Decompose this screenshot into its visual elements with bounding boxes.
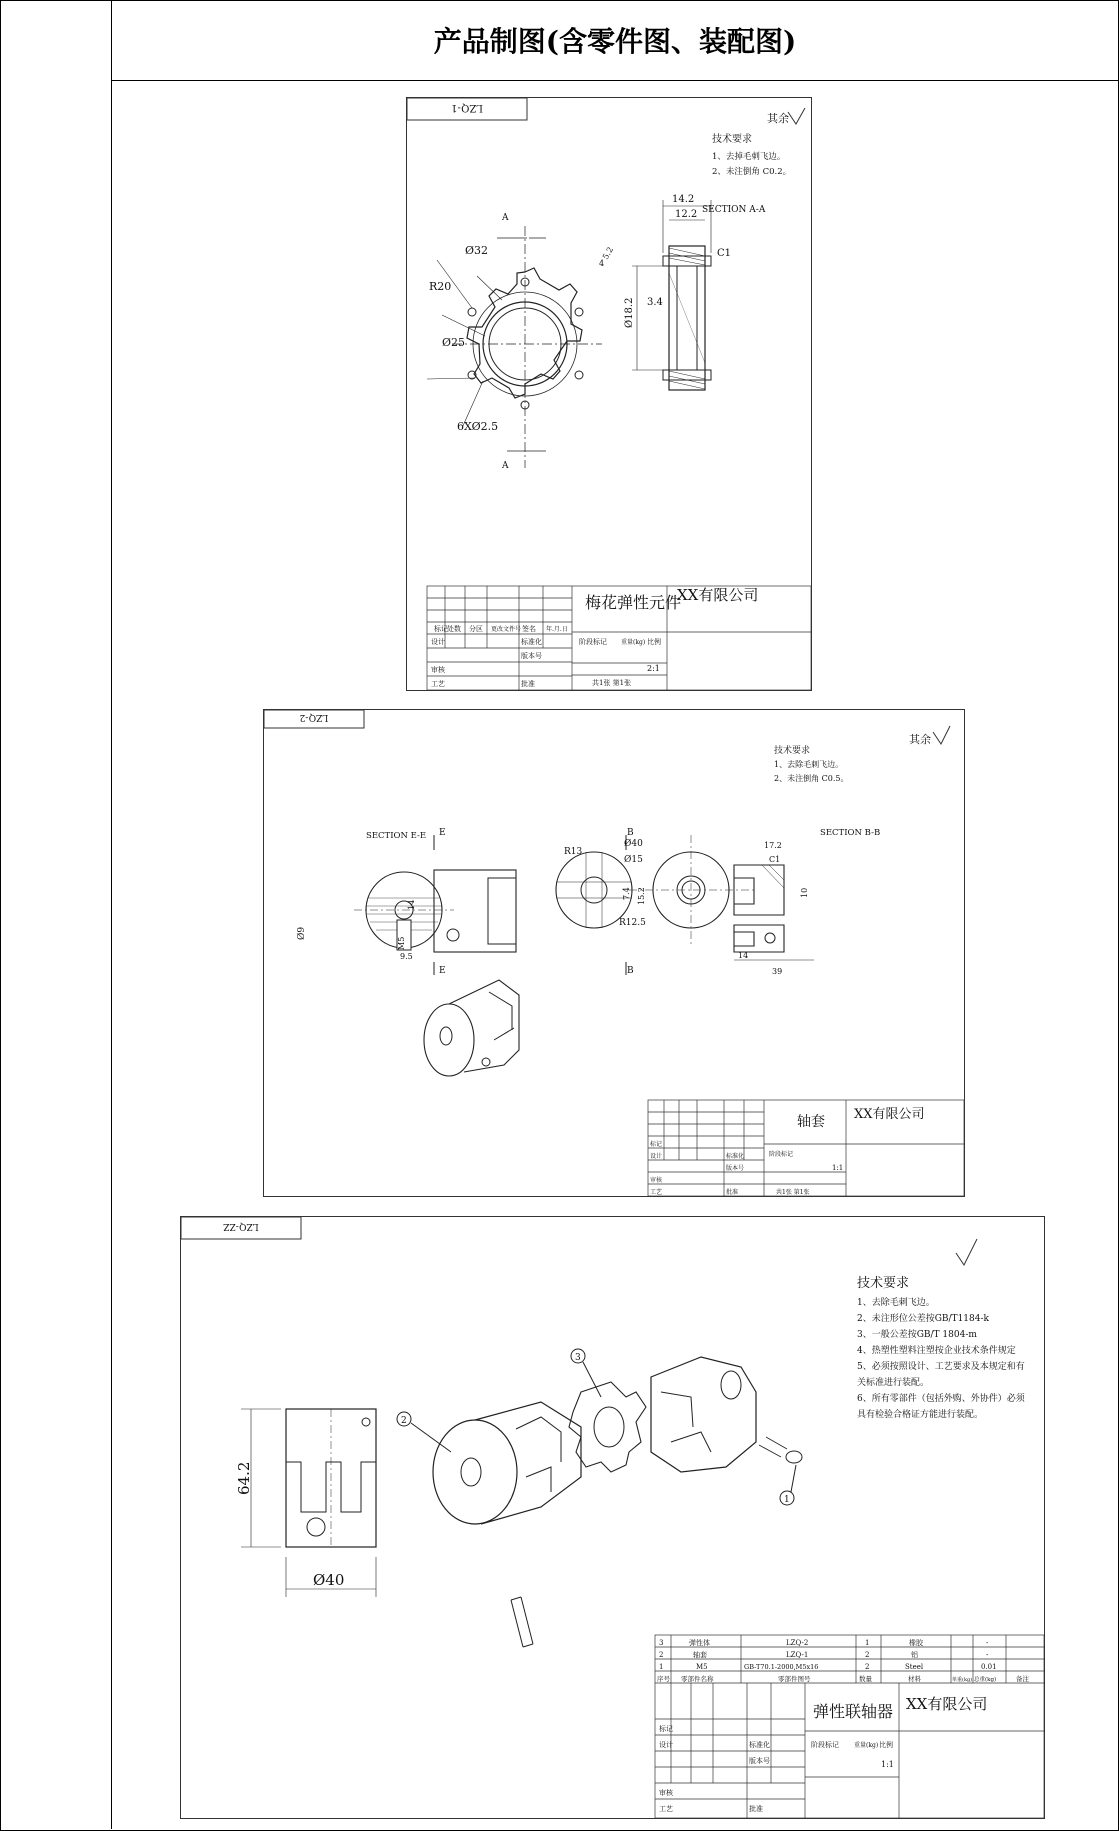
tb3-standard: 标准化 bbox=[749, 1741, 770, 1749]
sheet2-tech-title: 技术要求 bbox=[774, 746, 811, 756]
tb2-review: 审核 bbox=[650, 1177, 663, 1184]
tb3-mark: 标记 bbox=[659, 1725, 673, 1733]
roughness-icon bbox=[788, 108, 805, 124]
tb1-process: 工艺 bbox=[431, 680, 445, 688]
bom-r2-qty: 2 bbox=[865, 1651, 870, 1659]
tb2-mark: 标记 bbox=[650, 1141, 663, 1148]
dim-d40-assy: Ø40 bbox=[313, 1571, 345, 1589]
tb1-date: 年.月.日 bbox=[546, 626, 568, 633]
cut-label-b-bottom: B bbox=[627, 966, 634, 976]
side-view-e bbox=[434, 835, 516, 975]
tb1-mark: 标记 bbox=[434, 625, 448, 633]
bom-r3-code: LZQ-2 bbox=[786, 1639, 809, 1647]
sheet1-drawing bbox=[407, 98, 811, 690]
bom-r2-no: 2 bbox=[659, 1651, 664, 1659]
sheet2-scale: 1:1 bbox=[832, 1164, 844, 1172]
bom-r3-qty: 1 bbox=[865, 1639, 870, 1647]
sheet3-tech-line-1: 1、去除毛刺飞边。 bbox=[857, 1298, 935, 1308]
sheet3-company: XX有限公司 bbox=[906, 1695, 988, 1713]
dim-c1-b: C1 bbox=[769, 855, 781, 864]
tb1-doc: 更改文件号 bbox=[491, 626, 522, 633]
sheet3-tech-line-2: 2、未注形位公差按GB/T1184-k bbox=[857, 1314, 989, 1324]
sheet1-tech-title: 技术要求 bbox=[712, 134, 752, 145]
left-column bbox=[0, 0, 112, 1829]
roughness-icon bbox=[956, 1239, 977, 1265]
sheet1-tech-line-2: 2、未注倒角 C0.2。 bbox=[712, 167, 792, 177]
sheet1-code: LZQ-1 bbox=[451, 102, 483, 113]
page-title: 产品制图(含零件图、装配图) bbox=[112, 0, 1118, 81]
tb3-stage: 阶段标记 bbox=[811, 1741, 839, 1749]
bom-r2-name: 轴套 bbox=[693, 1651, 707, 1659]
tb2-standard: 标准化 bbox=[726, 1153, 745, 1160]
tb2-version: 版本号 bbox=[726, 1165, 745, 1172]
bom-r1-code: GB-T70.1-2000,M5x16 bbox=[744, 1663, 819, 1671]
dim-64-2: 64.2 bbox=[235, 1461, 253, 1495]
sheet3-tech-line-4: 4、热塑性塑料注塑按企业技术条件规定 bbox=[857, 1346, 1016, 1356]
sheet2-code: LZQ-2 bbox=[299, 712, 329, 722]
dim-r12-5: R12.5 bbox=[619, 918, 646, 928]
tb3-ratio: 比例 bbox=[879, 1741, 893, 1749]
section-b-b-view bbox=[734, 865, 814, 960]
sheet3-tech-line-5: 5、必须按照设计、工艺要求及本规定和有 bbox=[857, 1362, 1025, 1372]
bom-r3-no: 3 bbox=[659, 1639, 664, 1647]
dim-m5: M5 bbox=[397, 936, 406, 950]
bom-r1-no: 1 bbox=[659, 1663, 664, 1671]
dim-c1: C1 bbox=[717, 248, 732, 259]
sheet3-drawing bbox=[181, 1217, 1044, 1818]
balloon-1: 1 bbox=[784, 1495, 790, 1505]
sheet2-roughness: 其余 bbox=[909, 733, 931, 746]
balloon-2: 2 bbox=[401, 1416, 407, 1426]
tb1-zone: 分区 bbox=[469, 625, 483, 633]
sheet3-part-name: 弹性联轴器 bbox=[813, 1702, 894, 1721]
dim-d32: Ø32 bbox=[465, 244, 489, 257]
tb1-stage: 阶段标记 bbox=[579, 638, 607, 646]
cut-label-a-top: A bbox=[502, 213, 509, 223]
tb3-version: 版本号 bbox=[749, 1757, 770, 1765]
dim-12-2: 12.2 bbox=[675, 209, 698, 220]
bom-r3-material: 橡胶 bbox=[909, 1639, 923, 1647]
sheet2-tech-line-1: 1、去除毛刺飞边。 bbox=[774, 760, 844, 769]
tb1-sign: 签名 bbox=[522, 625, 536, 633]
dim-r13: R13 bbox=[564, 847, 583, 857]
dim-d15: Ø15 bbox=[624, 855, 643, 865]
cut-label-e-top: E bbox=[439, 828, 446, 838]
bom-h-material: 材料 bbox=[908, 1675, 921, 1683]
dim-5-2: 5.2 bbox=[600, 245, 616, 261]
dim-14-2: 14.2 bbox=[672, 194, 695, 205]
sheet3-tech-line-6: 关标准进行装配。 bbox=[857, 1378, 930, 1388]
sheet2-company: XX有限公司 bbox=[854, 1107, 925, 1122]
roughness-icon bbox=[933, 726, 950, 744]
sheet3-tech-title: 技术要求 bbox=[857, 1276, 910, 1291]
sheet3-scale: 1:1 bbox=[881, 1760, 894, 1769]
tb1-design: 设计 bbox=[431, 638, 445, 646]
tb2-design: 设计 bbox=[650, 1153, 663, 1160]
dim-d40: Ø40 bbox=[624, 839, 643, 849]
sheet1-tech-line-1: 1、去掉毛刺飞边。 bbox=[712, 152, 786, 162]
bom-r3-name: 弹性体 bbox=[689, 1639, 710, 1647]
sheet3-tech-line-8: 具有检验合格证方能进行装配。 bbox=[857, 1410, 984, 1420]
dim-d18-2: Ø18.2 bbox=[624, 297, 635, 328]
tb2-stage: 阶段标记 bbox=[769, 1151, 794, 1158]
drawing-sheet-3 bbox=[180, 1216, 1045, 1819]
assembly-front-view bbox=[241, 1409, 376, 1597]
sheet1-company: XX有限公司 bbox=[677, 586, 759, 604]
bom-r2-material: 铝 bbox=[911, 1651, 918, 1659]
sheet2-part-name: 轴套 bbox=[797, 1114, 825, 1130]
sheet2-drawing bbox=[264, 710, 964, 1196]
tb1-standard: 标准化 bbox=[521, 638, 542, 646]
bom-r2-total: - bbox=[986, 1651, 989, 1659]
dim-r20: R20 bbox=[429, 280, 452, 293]
dim-39: 39 bbox=[772, 967, 783, 976]
cut-label-b-top: B bbox=[627, 828, 634, 838]
bom-h-name: 零部件名称 bbox=[681, 1675, 714, 1683]
sheet1-section-label: SECTION A-A bbox=[702, 205, 766, 215]
section-a-a-view bbox=[632, 200, 711, 390]
bom-r1-total: 0.01 bbox=[981, 1663, 997, 1671]
dim-holes: 6XØ2.5 bbox=[457, 420, 499, 433]
dim-d25: Ø25 bbox=[442, 336, 466, 349]
balloon-3: 3 bbox=[575, 1353, 581, 1363]
drawing-sheet-1 bbox=[406, 97, 812, 691]
sheet3-tech-line-3: 3、一般公差按GB/T 1804-m bbox=[857, 1330, 977, 1340]
sheet3-code: LZQ-ZZ bbox=[223, 1221, 259, 1231]
tb3-weight: 重量(kg) bbox=[854, 1742, 879, 1749]
sheet1-roughness: 其余 bbox=[767, 112, 789, 125]
tb1-weight: 重量(kg) bbox=[621, 639, 646, 646]
sheet1-part-name: 梅花弹性元件 bbox=[585, 593, 682, 612]
sheet1-scale: 2:1 bbox=[647, 664, 660, 673]
cut-label-e-bottom: E bbox=[439, 966, 446, 976]
tb1-count: 处数 bbox=[447, 625, 461, 633]
tb3-design: 设计 bbox=[659, 1741, 673, 1749]
tb1-ratio: 比例 bbox=[647, 638, 661, 646]
bom-h-unit: 单重(kg) bbox=[952, 1677, 973, 1683]
bom-h-code: 零部件图号 bbox=[778, 1675, 811, 1683]
tb1-review: 审核 bbox=[431, 666, 445, 674]
drawing-sheet-2 bbox=[263, 709, 965, 1197]
front-view-jaws bbox=[556, 852, 632, 928]
dim-4: 4 bbox=[599, 259, 605, 268]
sheet1-sheets: 共1张 第1张 bbox=[592, 679, 632, 687]
sheet2-tech-line-2: 2、未注倒角 C0.5。 bbox=[774, 774, 849, 783]
dim-15-2: 15.2 bbox=[637, 887, 646, 905]
bom-r3-total: - bbox=[986, 1639, 989, 1647]
dim-14: 14 bbox=[407, 899, 416, 910]
exploded-view bbox=[433, 1357, 802, 1647]
dim-10: 10 bbox=[800, 887, 809, 898]
dim-9-5: 9.5 bbox=[400, 952, 413, 961]
dim-14-b: 14 bbox=[738, 951, 749, 960]
bom-r1-name: M5 bbox=[696, 1663, 708, 1671]
tb3-review: 审核 bbox=[659, 1789, 673, 1797]
bom-h-note: 备注 bbox=[1016, 1675, 1029, 1683]
sheet3-tech-line-7: 6、所有零部件（包括外购、外协件）必须 bbox=[857, 1394, 1025, 1404]
sheet2-section-b: SECTION B-B bbox=[820, 828, 881, 838]
dim-d9: Ø9 bbox=[297, 926, 307, 940]
cut-label-a-bottom: A bbox=[502, 461, 509, 471]
bom-h-total: 总重(kg) bbox=[974, 1677, 997, 1683]
tb1-approve: 批准 bbox=[521, 680, 535, 688]
bom-h-qty: 数量 bbox=[859, 1675, 872, 1683]
bom-h-no: 序号 bbox=[657, 1675, 670, 1683]
tb2-approve: 批准 bbox=[726, 1189, 739, 1196]
dim-3-4: 3.4 bbox=[647, 297, 663, 308]
sheet2-section-e: SECTION E-E bbox=[366, 831, 427, 841]
sheet2-sheets: 共1张 第1张 bbox=[776, 1189, 810, 1196]
bom-r1-qty: 2 bbox=[865, 1663, 870, 1671]
tb2-process: 工艺 bbox=[650, 1189, 663, 1196]
bom-r2-code: LZQ-1 bbox=[786, 1651, 809, 1659]
dim-7-4: 7.4 bbox=[622, 887, 631, 900]
tb1-version: 版本号 bbox=[521, 652, 542, 660]
tb3-process: 工艺 bbox=[659, 1805, 673, 1813]
tb3-approve: 批准 bbox=[749, 1805, 763, 1813]
isometric-shaft-sleeve bbox=[424, 980, 519, 1076]
bom-r1-material: Steel bbox=[905, 1663, 924, 1671]
dim-17-2: 17.2 bbox=[764, 841, 782, 850]
